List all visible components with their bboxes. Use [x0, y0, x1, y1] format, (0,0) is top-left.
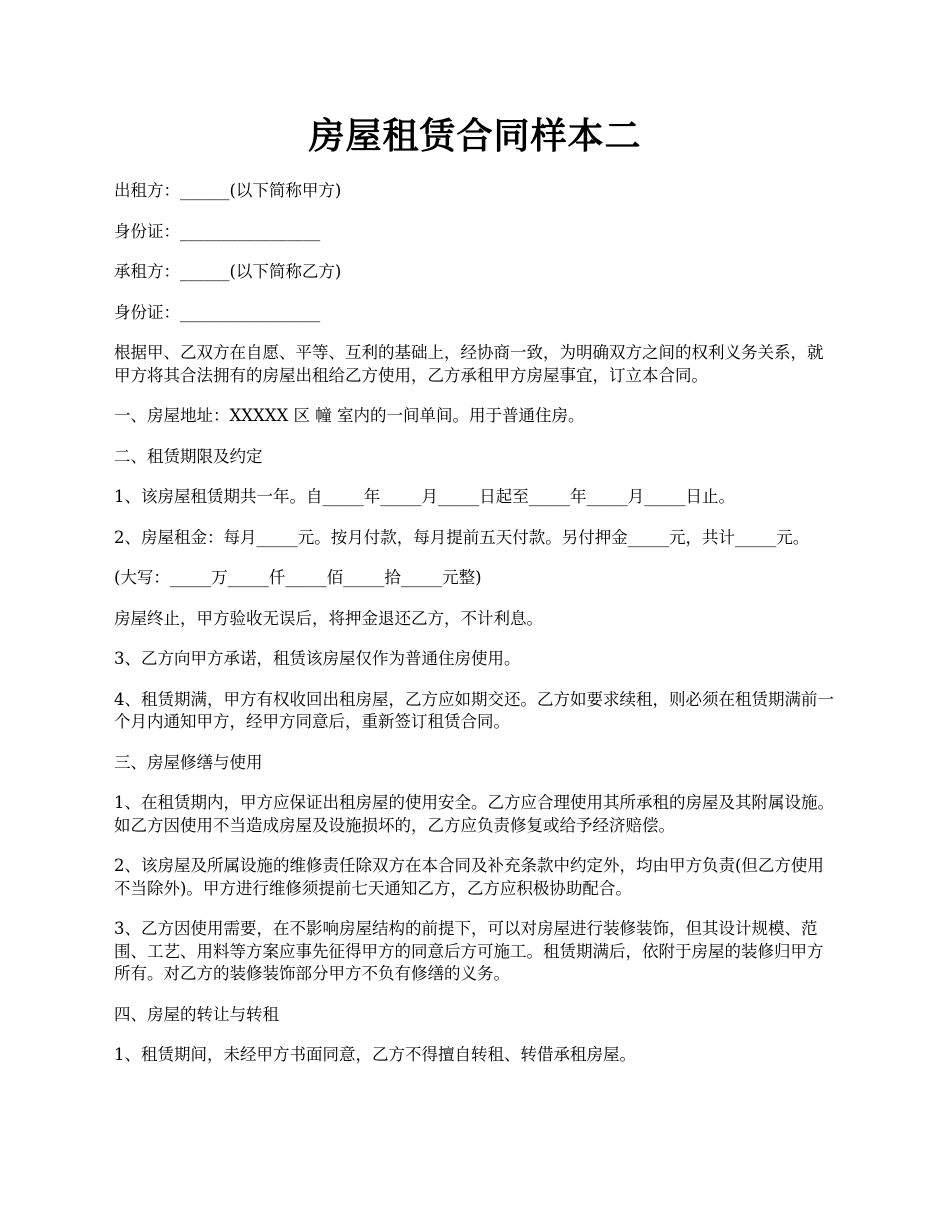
- paragraph-transfer-1: 1、租赁期间，未经甲方书面同意，乙方不得擅自转租、转借承租房屋。: [114, 1045, 636, 1064]
- section-heading-term: 二、租赁期限及约定: [114, 446, 263, 466]
- paragraph-lessee-id: 身份证：_________________: [114, 302, 321, 322]
- document-body: [114, 180, 838, 1085]
- paragraph-repair-2: 2、该房屋及所属设施的维修责任除双方在本合同及补充条款中约定外，均由甲方负责(但乙方使用不当除外)。甲方进行维修须提前七天通知乙方，乙方应积极协助配合。: [114, 856, 824, 898]
- paragraph-term-2: 2、房屋租金：每月_____元。按月付款，每月提前五天付款。另付押金_____元，共计_____元。: [114, 527, 810, 547]
- paragraph-term-4: 4、租赁期满，甲方有权收回出租房屋，乙方应如期交还。乙方如要求续租，则必须在租赁期满前一个月内通知甲方，经甲方同意后，重新签订租赁合同。: [114, 689, 834, 731]
- paragraph-address: 一、房屋地址：XXXXX 区 幢 室内的一间单间。用于普通住房。: [114, 406, 585, 425]
- paragraph-lessee: 承租方：______(以下简称乙方): [114, 262, 342, 281]
- paragraph-lessor-id: 身份证：_________________: [114, 221, 321, 241]
- paragraph-lessor: 出租方：______(以下简称甲方): [114, 181, 342, 200]
- paragraph-term-3: 3、乙方向甲方承诺，租赁该房屋仅作为普通住房使用。: [114, 649, 521, 668]
- paragraph-term-1: 1、该房屋租赁期共一年。自_____年_____月_____日起至_____年_____月_____日止。: [114, 487, 735, 506]
- paragraph-preamble: 根据甲、乙双方在自愿、平等、互利的基础上，经协商一致，为明确双方之间的权利义务关系，就甲方将其合法拥有的房屋出租给乙方使用，乙方承租甲方房屋事宜，订立本合同。: [114, 343, 824, 385]
- paragraph-repair-1: 1、在租赁期内，甲方应保证出租房屋的使用安全。乙方应合理使用其所承租的房屋及其附属设施。如乙方因使用不当造成房屋及设施损坏的，乙方应负责修复或给予经济赔偿。: [114, 793, 834, 835]
- section-heading-repair: 三、房屋修缮与使用: [114, 752, 263, 772]
- paragraph-amount-words: (大写：_____万_____仟_____佰_____拾_____元整): [114, 568, 482, 587]
- paragraph-deposit-return: 房屋终止，甲方验收无误后，将押金退还乙方，不计利息。: [114, 608, 543, 628]
- document-title: 房屋租赁合同样本二: [308, 115, 642, 157]
- paragraph-repair-3: 3、乙方因使用需要，在不影响房屋结构的前提下，可以对房屋进行装修装饰，但其设计规模、范围、工艺、用料等方案应事先征得甲方的同意后方可施工。租赁期满后，依附于房屋的装修归甲方所有。对乙方的装修装饰部分甲方不负有修缮的义务。: [114, 919, 824, 983]
- section-heading-transfer: 四、房屋的转让与转租: [114, 1004, 279, 1024]
